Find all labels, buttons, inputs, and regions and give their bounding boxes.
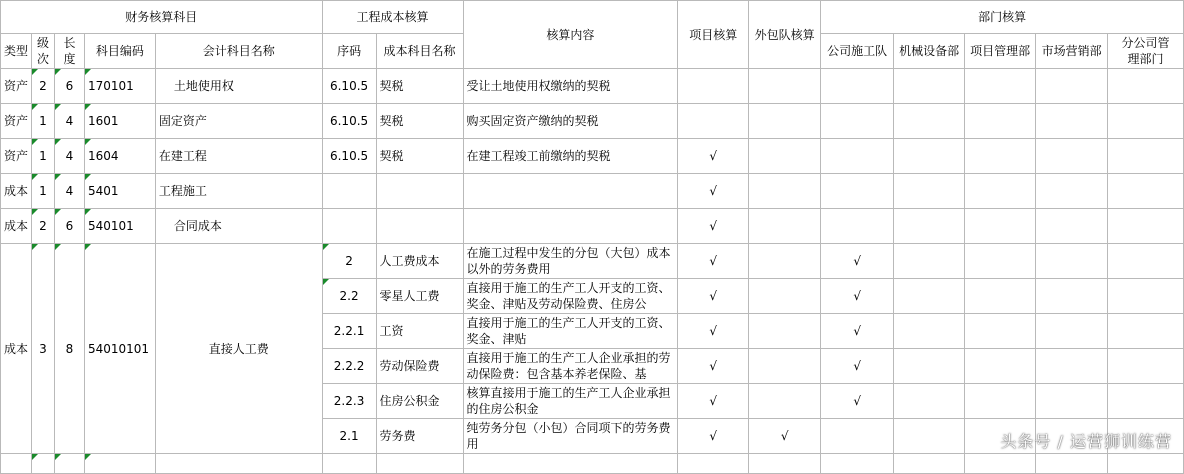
cost-name-cell: 劳动保险费 — [376, 349, 463, 384]
subcontract-check — [749, 139, 821, 174]
content-cell: 在建工程竣工前缴纳的契税 — [463, 139, 678, 174]
code-cell: 5401 — [84, 174, 155, 209]
seq-cell — [322, 174, 376, 209]
dept-construction-check: √ — [821, 384, 894, 419]
length-cell: 4 — [54, 139, 84, 174]
dept-construction-check: √ — [821, 349, 894, 384]
length-cell: 6 — [54, 209, 84, 244]
table-row — [1, 104, 1184, 139]
code-cell: 170101 — [84, 69, 155, 104]
content-cell: 受让土地使用权缴纳的契税 — [463, 69, 678, 104]
table-row — [1, 69, 1184, 104]
table-row-partial — [1, 454, 1184, 474]
content-cell — [463, 209, 678, 244]
dept-construction-check: √ — [821, 314, 894, 349]
finance-group-header: 财务核算科目 — [1, 1, 323, 34]
dept-construction-check: √ — [821, 279, 894, 314]
cost-name-cell — [376, 209, 463, 244]
dept-construction-check — [821, 104, 894, 139]
dept-construction-check — [821, 209, 894, 244]
level-cell: 1 — [32, 139, 55, 174]
account-name-cell: 土地使用权 — [155, 69, 322, 104]
account-name-cell: 在建工程 — [155, 139, 322, 174]
header-row-1 — [1, 1, 1184, 34]
code-cell: 1601 — [84, 104, 155, 139]
cost-name-cell: 契税 — [376, 104, 463, 139]
engineering-group-header: 工程成本核算 — [322, 1, 463, 34]
project-check: √ — [678, 419, 749, 454]
cost-name-cell: 人工费成本 — [376, 244, 463, 279]
project-check: √ — [678, 174, 749, 209]
type-cell: 资产 — [1, 104, 32, 139]
seq-cell: 2.2.2 — [322, 349, 376, 384]
content-cell: 购买固定资产缴纳的契税 — [463, 104, 678, 139]
account-name-cell: 直接人工费 — [155, 244, 322, 454]
project-check: √ — [678, 279, 749, 314]
seq-cell: 6.10.5 — [322, 139, 376, 174]
length-cell: 4 — [54, 174, 84, 209]
type-cell: 成本 — [1, 174, 32, 209]
cost-name-cell: 工资 — [376, 314, 463, 349]
project-check: √ — [678, 314, 749, 349]
seq-header: 序码 — [322, 34, 376, 69]
seq-cell: 6.10.5 — [322, 69, 376, 104]
length-cell: 8 — [54, 244, 84, 454]
content-cell: 直接用于施工的生产工人开支的工资、奖金、津贴及劳动保险费、住房公 — [463, 279, 678, 314]
table-row — [1, 244, 1184, 279]
content-cell: 核算直接用于施工的生产工人企业承担的住房公积金 — [463, 384, 678, 419]
cost-name-cell: 劳务费 — [376, 419, 463, 454]
content-cell: 在施工过程中发生的分包（大包）成本以外的劳务费用 — [463, 244, 678, 279]
code-cell: 540101 — [84, 209, 155, 244]
dept-construction-check — [821, 419, 894, 454]
subcontract-check — [749, 279, 821, 314]
cost-name-cell: 住房公积金 — [376, 384, 463, 419]
dept-marketing-header: 市场营销部 — [1036, 34, 1108, 69]
subcontract-check — [749, 69, 821, 104]
seq-cell: 2 — [322, 244, 376, 279]
level-cell: 1 — [32, 174, 55, 209]
subcontract-check — [749, 384, 821, 419]
level-cell: 2 — [32, 209, 55, 244]
project-check: √ — [678, 244, 749, 279]
cost-name-cell — [376, 174, 463, 209]
dept-construction-check — [821, 174, 894, 209]
dept-construction-header: 公司施工队 — [821, 34, 894, 69]
account-name-cell: 工程施工 — [155, 174, 322, 209]
length-cell: 4 — [54, 104, 84, 139]
dept-project-mgmt-header: 项目管理部 — [965, 34, 1036, 69]
level-cell: 3 — [32, 244, 55, 454]
project-check: √ — [678, 384, 749, 419]
project-check: √ — [678, 349, 749, 384]
project-check — [678, 104, 749, 139]
type-cell: 成本 — [1, 244, 32, 454]
subcontract-check — [749, 104, 821, 139]
code-cell: 54010101 — [84, 244, 155, 454]
subcontract-check — [749, 349, 821, 384]
account-name-cell: 固定资产 — [155, 104, 322, 139]
table-row — [1, 139, 1184, 174]
subcontract-check — [749, 314, 821, 349]
seq-cell: 2.2 — [322, 279, 376, 314]
dept-construction-check: √ — [821, 244, 894, 279]
content-cell: 直接用于施工的生产工人企业承担的劳动保险费：包含基本养老保险、基 — [463, 349, 678, 384]
type-cell: 成本 — [1, 209, 32, 244]
length-header: 长度 — [54, 34, 84, 69]
subcontract-check — [749, 174, 821, 209]
project-check: √ — [678, 209, 749, 244]
content-cell — [463, 174, 678, 209]
cost-name-cell: 契税 — [376, 139, 463, 174]
account-name-header: 会计科目名称 — [155, 34, 322, 69]
project-check: √ — [678, 139, 749, 174]
dept-group-header: 部门核算 — [821, 1, 1184, 34]
content-cell: 直接用于施工的生产工人开支的工资、奖金、津贴 — [463, 314, 678, 349]
seq-cell — [322, 209, 376, 244]
subcontract-check — [749, 209, 821, 244]
content-header: 核算内容 — [463, 1, 678, 69]
code-cell: 1604 — [84, 139, 155, 174]
level-cell: 1 — [32, 104, 55, 139]
length-cell: 6 — [54, 69, 84, 104]
dept-machinery-header: 机械设备部 — [894, 34, 965, 69]
cost-name-cell: 零星人工费 — [376, 279, 463, 314]
content-cell: 纯劳务分包（小包）合同项下的劳务费用 — [463, 419, 678, 454]
level-header: 级次 — [32, 34, 55, 69]
seq-cell: 6.10.5 — [322, 104, 376, 139]
cost-name-header: 成本科目名称 — [376, 34, 463, 69]
level-cell: 2 — [32, 69, 55, 104]
type-cell: 资产 — [1, 139, 32, 174]
seq-cell: 2.2.3 — [322, 384, 376, 419]
code-header: 科目编码 — [84, 34, 155, 69]
project-header: 项目核算 — [678, 1, 749, 69]
type-header: 类型 — [1, 34, 32, 69]
table-row — [1, 209, 1184, 244]
seq-cell: 2.1 — [322, 419, 376, 454]
subcontract-check — [749, 244, 821, 279]
subcontract-header: 外包队核算 — [749, 1, 821, 69]
project-check — [678, 69, 749, 104]
type-cell: 资产 — [1, 69, 32, 104]
seq-cell: 2.2.1 — [322, 314, 376, 349]
dept-construction-check — [821, 139, 894, 174]
dept-branch-header: 分公司管理部门 — [1108, 34, 1184, 69]
subcontract-check: √ — [749, 419, 821, 454]
watermark-text: 头条号 / 运营狮训练营 — [1000, 432, 1172, 451]
dept-construction-check — [821, 69, 894, 104]
account-name-cell: 合同成本 — [155, 209, 322, 244]
cost-name-cell: 契税 — [376, 69, 463, 104]
table-row — [1, 174, 1184, 209]
